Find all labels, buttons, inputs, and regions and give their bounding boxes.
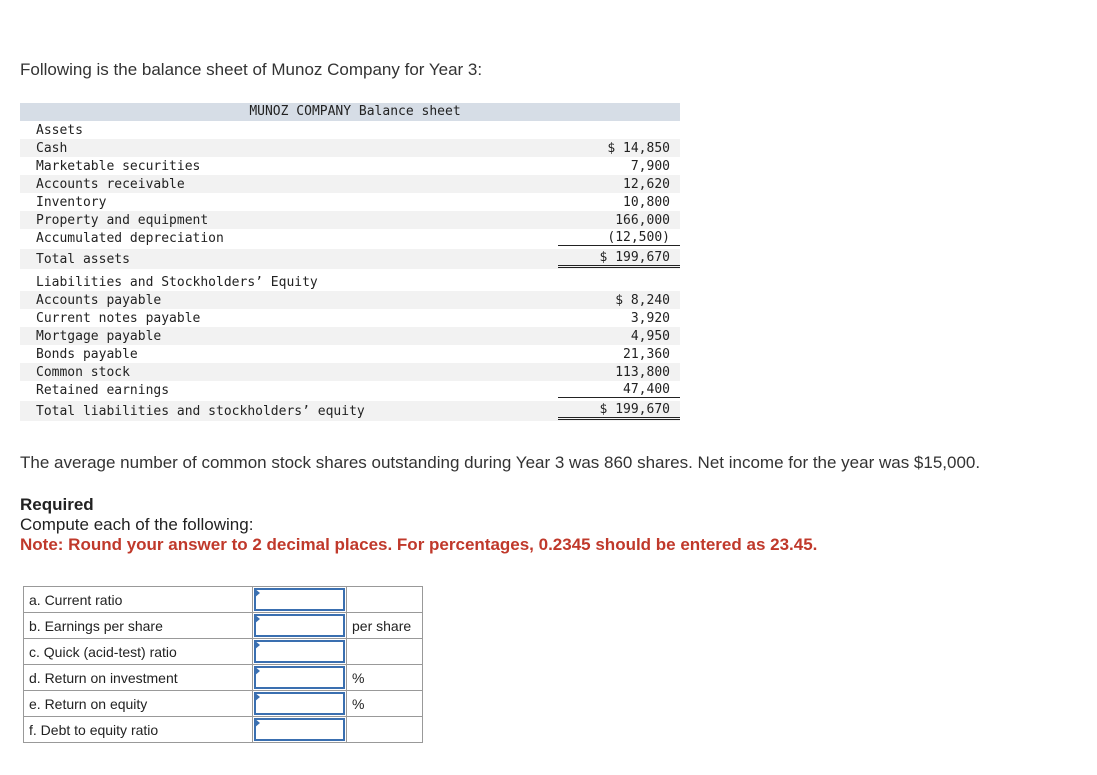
table-row [20, 363, 680, 381]
answer-row [24, 717, 423, 743]
intro-text: Following is the balance sheet of Munoz Company for Year 3: [20, 60, 483, 79]
row-label: Retained earnings [36, 382, 170, 398]
row-value: 12,620 [623, 176, 670, 192]
required-section [20, 495, 817, 555]
row-value: 166,000 [615, 212, 670, 228]
total-liab-label: Total liabilities and stockholders’ equity [36, 403, 365, 419]
answer-label: e. Return on equity [24, 691, 253, 717]
row-value: $ 14,850 [607, 140, 670, 156]
total-assets-value: $ 199,670 [558, 250, 680, 268]
table-row [20, 345, 680, 363]
row-label: Inventory [36, 194, 107, 210]
answer-label: d. Return on investment [24, 665, 253, 691]
balance-sheet [20, 103, 680, 421]
row-label: Bonds payable [36, 346, 138, 362]
answer-row [24, 613, 423, 639]
table-row [20, 309, 680, 327]
answer-label: b. Earnings per share [24, 613, 253, 639]
row-value: 7,900 [630, 158, 670, 174]
roe-input[interactable] [254, 692, 345, 715]
table-row [20, 327, 680, 345]
roi-input[interactable] [254, 666, 345, 689]
answer-label: f. Debt to equity ratio [24, 717, 253, 743]
input-marker-icon [254, 640, 260, 650]
total-liab-value: $ 199,670 [558, 402, 680, 420]
row-value: 4,950 [630, 328, 670, 344]
answer-unit: per share [347, 613, 423, 639]
row-label: Marketable securities [36, 158, 201, 174]
row-label: Accounts receivable [36, 176, 185, 192]
assets-header: Assets [36, 122, 83, 138]
liab-header: Liabilities and Stockholders’ Equity [36, 274, 318, 290]
answer-unit [347, 587, 423, 613]
row-label: Current notes payable [36, 310, 201, 326]
balance-sheet-title: MUNOZ COMPANY Balance sheet [20, 103, 680, 121]
answer-input-cell[interactable] [253, 691, 347, 717]
row-value: 10,800 [623, 194, 670, 210]
row-value: 3,920 [630, 310, 670, 326]
table-row [20, 229, 680, 247]
row-label: Property and equipment [36, 212, 209, 228]
debt-equity-input[interactable] [254, 718, 345, 741]
table-row [20, 193, 680, 211]
row-label: Common stock [36, 364, 130, 380]
answer-label: a. Current ratio [24, 587, 253, 613]
answer-unit: % [347, 691, 423, 717]
answer-row [24, 691, 423, 717]
table-row [20, 381, 680, 399]
row-value: (12,500) [558, 230, 680, 246]
total-liab-row [20, 401, 680, 421]
answer-unit [347, 639, 423, 665]
row-label: Mortgage payable [36, 328, 162, 344]
answer-unit: % [347, 665, 423, 691]
answer-input-cell[interactable] [253, 639, 347, 665]
assets-header-row [20, 121, 680, 139]
total-assets-row [20, 249, 680, 269]
row-value: $ 8,240 [615, 292, 670, 308]
liab-header-row [20, 273, 680, 291]
total-assets-label: Total assets [36, 251, 130, 267]
row-value: 21,360 [623, 346, 670, 362]
input-marker-icon [254, 718, 260, 728]
answer-row [24, 587, 423, 613]
row-label: Accounts payable [36, 292, 162, 308]
required-instruction: Compute each of the following: [20, 515, 254, 534]
input-marker-icon [254, 614, 260, 624]
answer-label: c. Quick (acid-test) ratio [24, 639, 253, 665]
input-marker-icon [254, 692, 260, 702]
answer-input-cell[interactable] [253, 665, 347, 691]
rounding-note: Note: Round your answer to 2 decimal places. For percentages, 0.2345 should be entered as 23.45. [20, 535, 818, 554]
input-marker-icon [254, 588, 260, 598]
quick-ratio-input[interactable] [254, 640, 345, 663]
answer-row [24, 665, 423, 691]
answer-input-cell[interactable] [253, 717, 347, 743]
table-row [20, 175, 680, 193]
current-ratio-input[interactable] [254, 588, 345, 611]
row-value: 47,400 [558, 382, 680, 398]
answer-input-cell[interactable] [253, 587, 347, 613]
input-marker-icon [254, 666, 260, 676]
table-row [20, 291, 680, 309]
required-heading: Required [20, 495, 94, 514]
table-row [20, 211, 680, 229]
answer-row [24, 639, 423, 665]
row-label: Cash [36, 140, 68, 156]
row-value: 113,800 [615, 364, 670, 380]
problem-statement: The average number of common stock shares outstanding during Year 3 was 860 shares. Net income for the year was $15,000. [20, 453, 981, 472]
eps-input[interactable] [254, 614, 345, 637]
answer-unit [347, 717, 423, 743]
answer-table [23, 586, 423, 743]
row-label: Accumulated depreciation [36, 230, 224, 246]
table-row [20, 139, 680, 157]
answer-input-cell[interactable] [253, 613, 347, 639]
table-row [20, 157, 680, 175]
